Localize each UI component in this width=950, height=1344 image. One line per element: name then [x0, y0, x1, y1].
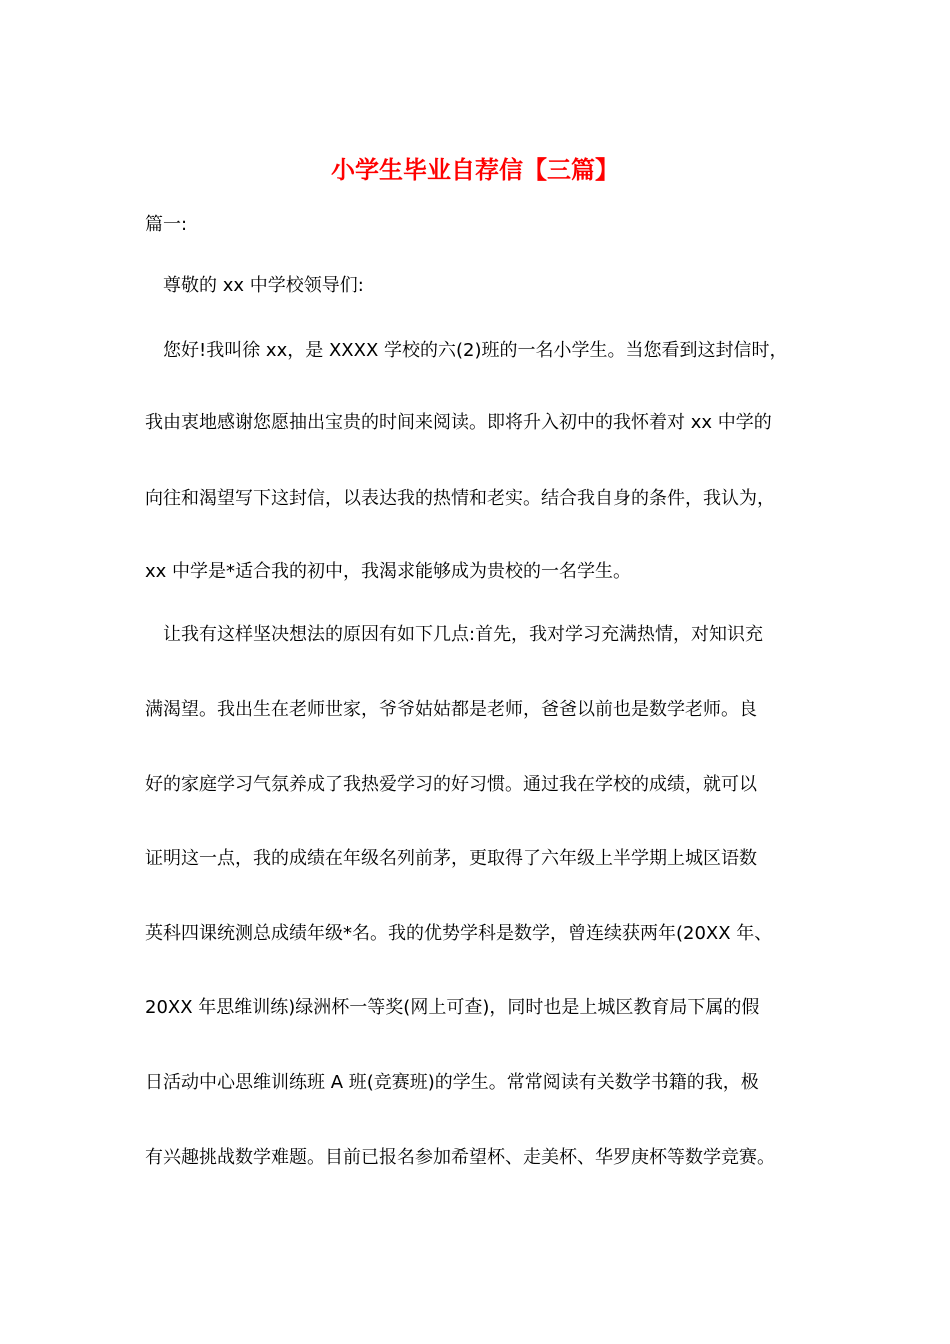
paragraph-line: 我由衷地感谢您愿抽出宝贵的时间来阅读。即将升入初中的我怀着对 xx 中学的 [145, 412, 772, 433]
paragraph-line: 满渴望。我出生在老师世家，爷爷姑姑都是老师，爸爸以前也是数学老师。良 [145, 699, 757, 720]
paragraph-line: xx 中学是*适合我的初中，我渴求能够成为贵校的一名学生。 [145, 561, 632, 582]
paragraph-line: 好的家庭学习气氛养成了我热爱学习的好习惯。通过我在学校的成绩，就可以 [145, 774, 757, 795]
paragraph-line: 您好!我叫徐 xx，是 XXXX 学校的六(2)班的一名小学生。当您看到这封信时， [163, 340, 788, 361]
paragraph-line: 让我有这样坚决想法的原因有如下几点:首先，我对学习充满热情，对知识充 [163, 624, 764, 645]
paragraph-line: 英科四课统测总成绩年级*名。我的优势学科是数学，曾连续获两年(20XX 年、 [145, 923, 773, 944]
document-title: 小学生毕业自荐信【三篇】 [331, 156, 619, 184]
paragraph-line: 日活动中心思维训练班 A 班(竞赛班)的学生。常常阅读有关数学书籍的我，极 [145, 1072, 759, 1093]
salutation: 尊敬的 xx 中学校领导们: [163, 275, 364, 296]
paragraph-line: 证明这一点，我的成绩在年级名列前茅，更取得了六年级上半学期上城区语数 [145, 848, 757, 869]
section-heading: 篇一: [145, 214, 188, 235]
paragraph-line: 向往和渴望写下这封信，以表达我的热情和老实。结合我自身的条件，我认为， [145, 488, 775, 509]
paragraph-line: 有兴趣挑战数学难题。目前已报名参加希望杯、走美杯、华罗庚杯等数学竞赛。 [145, 1147, 775, 1168]
paragraph-line: 20XX 年思维训练)绿洲杯一等奖(网上可查)，同时也是上城区教育局下属的假 [145, 997, 760, 1018]
